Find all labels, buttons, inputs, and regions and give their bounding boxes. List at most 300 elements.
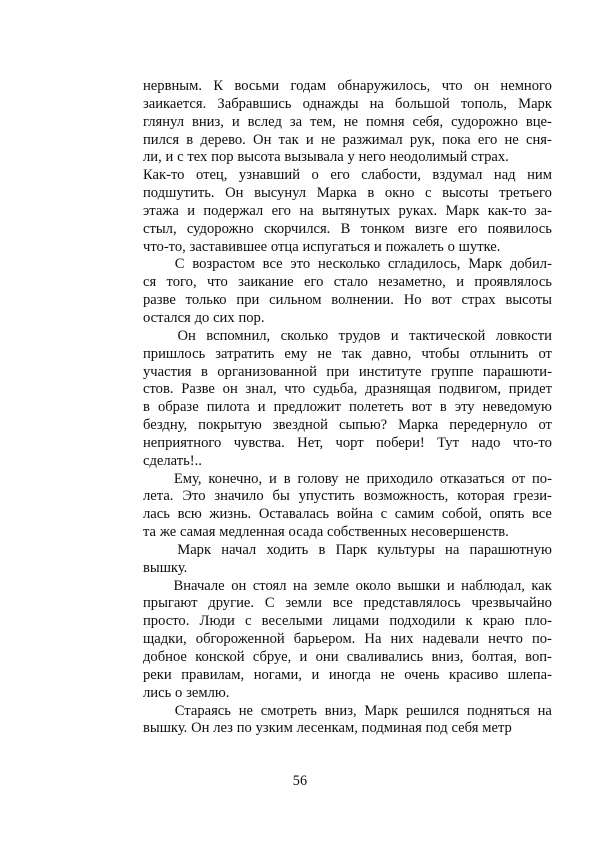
word: подняться [467, 702, 530, 719]
word: несколько [317, 256, 381, 273]
word: лез [213, 720, 233, 737]
word: та [143, 524, 157, 541]
word: красиво [449, 666, 499, 683]
text-line [143, 203, 552, 221]
text-line [143, 631, 552, 649]
word: с [177, 149, 184, 166]
word: в [318, 541, 326, 558]
word: узнавший [238, 167, 301, 184]
word: Парк [335, 541, 368, 558]
word: судорожно [451, 113, 518, 130]
text-line [143, 399, 552, 417]
word: все [531, 506, 552, 523]
word: пился [143, 131, 180, 148]
word: придет [508, 381, 552, 398]
word: и [373, 238, 382, 255]
word: страх. [471, 149, 509, 166]
text-line [143, 149, 552, 167]
word: стоял [252, 577, 287, 594]
word: стыл, [143, 220, 177, 237]
word: появилось [487, 220, 552, 237]
word: он [473, 78, 490, 94]
word: не [380, 666, 395, 683]
word: собой, [441, 506, 482, 523]
word: звездной [272, 417, 328, 434]
word: самая [179, 524, 216, 541]
text-line [143, 239, 552, 257]
word: с [380, 506, 388, 523]
word: Стараясь [174, 702, 231, 719]
word: возможность, [363, 488, 449, 505]
text-line [143, 96, 552, 114]
word: щадки, [143, 631, 187, 648]
word: Ему, [173, 470, 202, 487]
word: тополь, [460, 95, 507, 112]
word: вслед [247, 113, 282, 130]
word: руках. [398, 202, 438, 219]
text-line [143, 703, 552, 721]
word: незаметно, [378, 274, 446, 291]
word: надевали [422, 631, 480, 648]
word: это [290, 256, 311, 273]
word: Марк [364, 702, 399, 719]
word: Забравшись [217, 95, 292, 112]
word: немного [500, 78, 552, 94]
text-line [143, 649, 552, 667]
word: другие. [208, 595, 255, 612]
word: с [424, 185, 432, 202]
word: приходило [366, 470, 433, 487]
word: в [143, 399, 150, 416]
text-line [143, 132, 552, 150]
word: парашюти- [482, 363, 552, 380]
word: покрытую [198, 417, 262, 434]
word: Он [191, 720, 210, 737]
word: стало [333, 274, 368, 291]
word: правилам, [181, 666, 245, 683]
word: пло- [524, 613, 552, 630]
word: значило [214, 488, 264, 505]
word: отца [270, 238, 299, 255]
word: пилота [206, 399, 250, 416]
word: трудов [338, 327, 381, 344]
word: бездну, [143, 417, 188, 434]
word: медленная [219, 524, 285, 541]
word: просто. [143, 613, 190, 630]
word: пожалеть [385, 238, 444, 255]
word: Марк [518, 95, 552, 112]
word: реки [143, 666, 172, 683]
word: вздумал [432, 167, 483, 184]
word: подержал [203, 202, 264, 219]
word: С [264, 595, 275, 612]
word: глянул [143, 113, 184, 130]
word: на [537, 702, 552, 719]
word: неодолимый [389, 149, 468, 166]
word: лицами [332, 613, 380, 630]
word: пор [211, 149, 234, 166]
word: и [446, 577, 455, 594]
word: он [222, 381, 238, 398]
page-number: 56 [292, 773, 308, 789]
word: пор. [238, 309, 265, 326]
word: пока [442, 131, 471, 148]
text-line [143, 381, 552, 399]
word: Оставалась [258, 506, 330, 523]
word: и [268, 470, 277, 487]
word: стов. [143, 381, 174, 398]
text-line [143, 328, 552, 346]
word: жизнь. [209, 506, 252, 523]
word: пришлось [143, 345, 206, 362]
word: до [194, 309, 210, 326]
word: группе [430, 363, 474, 380]
word: Марк [445, 202, 480, 219]
word: подшутить. [143, 185, 215, 202]
word: неведомую [482, 399, 552, 416]
word: очень [404, 666, 440, 683]
word: его [477, 131, 498, 148]
word: парашютную [469, 541, 552, 558]
word: за- [534, 202, 552, 219]
word: остался [143, 309, 191, 326]
word: узким [255, 720, 293, 737]
word: неприятного [143, 434, 222, 451]
word: сделать!.. [143, 452, 202, 469]
word: к [465, 613, 473, 630]
word: этажа [143, 202, 179, 219]
word: в [186, 131, 194, 148]
text-line [143, 346, 552, 364]
word: так [341, 345, 362, 362]
word: разжимал [342, 131, 403, 148]
word: ся [143, 274, 157, 291]
word: восьми [234, 78, 280, 94]
word: метр [482, 720, 512, 737]
word: что-то, [143, 238, 186, 255]
word: так [278, 131, 299, 148]
word: сыпью? [338, 417, 388, 434]
word: вниз, [191, 113, 224, 130]
word: высоты [505, 292, 552, 309]
word: организованной [217, 363, 317, 380]
text-line [143, 185, 552, 203]
word: краю [482, 613, 515, 630]
word: К [213, 78, 224, 94]
word: помня [366, 113, 405, 130]
word: вышку. [143, 559, 188, 576]
word: нечто [488, 631, 523, 648]
word: рук, [409, 131, 435, 148]
word: себя [451, 720, 479, 737]
word: Марка [398, 417, 439, 434]
text-line [143, 613, 552, 631]
word: добное [143, 649, 187, 665]
word: подходили [389, 613, 456, 630]
word: вышки [397, 577, 441, 594]
word: опять [489, 506, 525, 523]
text-line [143, 310, 552, 328]
word: и [165, 149, 174, 166]
word: все [262, 256, 283, 273]
word: чувства. [233, 434, 285, 451]
word: о [447, 238, 455, 255]
word: и [257, 399, 266, 416]
word: чрезвычайно [471, 595, 552, 612]
word: прыгают [143, 595, 198, 612]
word: них [390, 631, 414, 648]
word: его [271, 202, 291, 219]
word: Как-то [143, 167, 185, 184]
text-line [143, 471, 552, 489]
word: сих [213, 309, 235, 326]
word: передернуло [449, 417, 528, 434]
word: не [343, 113, 359, 130]
word: собственных [327, 524, 408, 541]
paragraph-indent [143, 703, 167, 721]
word: начал [221, 541, 257, 558]
word: Это [182, 488, 206, 505]
word: решился [405, 702, 460, 719]
word: чтобы [421, 345, 460, 362]
word: и [299, 649, 308, 665]
word: и [231, 113, 240, 130]
word: Он [253, 131, 272, 148]
word: сколько [280, 327, 329, 344]
word: несовершенств. [410, 524, 509, 541]
word: что [284, 381, 306, 398]
word: смотреть [260, 702, 317, 719]
text-line [143, 364, 552, 382]
word: около [355, 577, 391, 594]
word: землю. [186, 684, 230, 701]
word: однажды [302, 95, 359, 112]
paragraph-indent [143, 471, 167, 489]
word: его [303, 274, 324, 291]
word: С [174, 256, 185, 273]
word: испугаться [302, 238, 371, 255]
word: барьером. [293, 631, 356, 648]
word: судорожно [186, 220, 254, 237]
word: как [531, 577, 552, 594]
text-line [143, 560, 552, 578]
paragraph-indent [143, 578, 167, 596]
word: что-то [512, 434, 552, 451]
word: Люди [199, 613, 235, 630]
word: ловкости [495, 327, 552, 344]
word: проявлялось [474, 274, 552, 291]
word: высота [237, 149, 281, 166]
text-line [143, 595, 552, 613]
word: Но [403, 292, 422, 309]
word: добил- [509, 256, 552, 273]
word: Вначале [173, 577, 225, 594]
word: болтая, [471, 649, 517, 665]
text-line [143, 435, 552, 453]
word: на [445, 541, 460, 558]
word: высоты [442, 185, 489, 202]
word: все [332, 595, 353, 612]
text-line [143, 292, 552, 310]
word: они [315, 649, 339, 665]
word: тех [187, 149, 208, 166]
word: полететь [348, 399, 404, 416]
word: осада [288, 524, 324, 541]
word: от [538, 345, 552, 362]
word: веселыми [261, 613, 323, 630]
word: вызывала [284, 149, 344, 166]
text-line [143, 417, 552, 435]
text-line [143, 274, 552, 292]
word: Тут [437, 434, 459, 451]
text-line [143, 524, 552, 542]
text-line [143, 667, 552, 685]
word: него [358, 149, 386, 166]
word: разве [143, 292, 176, 309]
word: представлялось [363, 595, 461, 612]
word: институте [358, 363, 422, 380]
word: которая [457, 488, 505, 505]
word: образе [157, 399, 199, 416]
word: себя, [412, 113, 444, 130]
word: тем, [310, 113, 336, 130]
text-line [143, 578, 552, 596]
word: побери! [375, 434, 425, 451]
word: заикание [238, 274, 294, 291]
word: и [311, 666, 320, 683]
word: вот [431, 292, 452, 309]
word: подминая [361, 720, 422, 737]
word: вышку. [143, 720, 188, 737]
word: на [299, 202, 314, 219]
word: с [245, 613, 252, 630]
word: и [456, 274, 464, 291]
body-text-column [143, 78, 552, 738]
word: упустить [298, 488, 355, 505]
word: шлепа- [507, 666, 552, 683]
word: же [159, 524, 177, 541]
word: от [511, 470, 526, 487]
word: в [439, 399, 447, 416]
word: надо [471, 434, 501, 451]
word: визге [414, 220, 448, 237]
word: Марк [177, 541, 212, 558]
word: слабости, [361, 167, 421, 184]
word: отлынить [469, 345, 529, 362]
word: всю [177, 506, 202, 523]
word: голову [297, 470, 339, 487]
text-line [143, 488, 552, 506]
word: в [283, 470, 291, 487]
word: сильном [269, 292, 322, 309]
word: давно, [371, 345, 412, 362]
word: того, [166, 274, 197, 291]
word: не [320, 131, 336, 148]
text-line [143, 256, 552, 274]
word: участия [143, 363, 192, 380]
word: не [238, 702, 253, 719]
word: на [369, 95, 384, 112]
paragraph-indent [143, 256, 167, 274]
word: третьего [499, 185, 552, 202]
word: лесенкам, [296, 720, 358, 737]
word: сня- [525, 131, 552, 148]
word: в [367, 185, 375, 202]
word: сваливались [346, 649, 424, 665]
word: на [293, 577, 308, 594]
word: и [390, 327, 399, 344]
word: большой [395, 95, 450, 112]
word: На [364, 631, 382, 648]
word: Разве [181, 381, 215, 398]
word: лета. [143, 488, 174, 505]
word: под [425, 720, 448, 737]
word: культуры [377, 541, 435, 558]
word: шутке. [458, 238, 501, 255]
word: он [231, 577, 247, 594]
word: Он [177, 327, 196, 344]
word: ходить [266, 541, 309, 558]
word: знал, [245, 381, 277, 398]
word: не [345, 470, 360, 487]
word: дразнящая [365, 381, 431, 398]
word: заставившее [189, 238, 268, 255]
word: заикается. [143, 95, 207, 112]
word: затратить [215, 345, 275, 362]
word: лись [143, 684, 172, 701]
word: за [289, 113, 303, 130]
word: над [493, 167, 516, 184]
text-line [143, 114, 552, 132]
word: тактической [409, 327, 486, 344]
word: что [441, 78, 463, 94]
word: от [538, 417, 552, 434]
word: в [200, 363, 208, 380]
word: эту [454, 399, 475, 416]
word: при [326, 363, 350, 380]
word: страх [461, 292, 496, 309]
word: сгладилось, [387, 256, 461, 273]
word: Марка [316, 185, 357, 202]
word: Он [225, 185, 244, 202]
word: подвигом, [438, 381, 502, 398]
word: чорт [335, 434, 364, 451]
word: как-то [487, 202, 527, 219]
word: при [236, 292, 260, 309]
word: у [347, 149, 355, 166]
text-line [143, 542, 552, 560]
word: и [187, 202, 196, 219]
paragraph-indent [143, 328, 167, 346]
text-line [143, 221, 552, 239]
word: не [504, 131, 519, 148]
word: дерево. [200, 131, 246, 148]
word: его [330, 167, 350, 184]
word: о [311, 167, 319, 184]
word: возрастом [192, 256, 255, 273]
word: вце- [525, 113, 552, 130]
word: окно [384, 185, 415, 202]
word: вытянутых [321, 202, 391, 219]
text-line [143, 685, 552, 703]
word: только [185, 292, 227, 309]
word: самим [394, 506, 435, 523]
word: по- [531, 631, 552, 648]
word: что [206, 274, 228, 291]
text-line [143, 720, 552, 738]
word: конечно, [208, 470, 263, 487]
word: иногда [328, 666, 371, 683]
